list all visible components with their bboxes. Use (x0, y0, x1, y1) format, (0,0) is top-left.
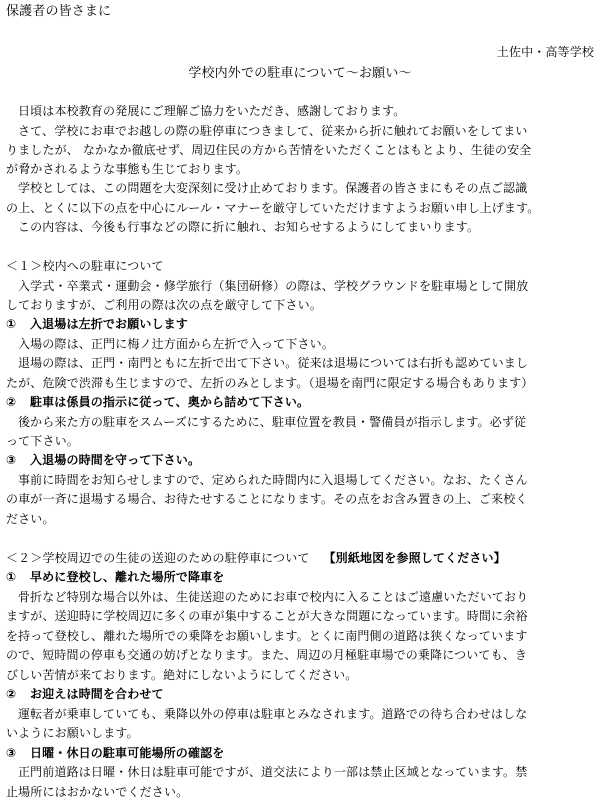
item-heading (6, 452, 594, 468)
section-heading: ＜１＞校内への駐車について (6, 259, 164, 273)
item-heading (6, 745, 594, 761)
item-title: 入退場の時間を守って下さい。 (30, 453, 201, 467)
intro-line: の上、とくに以下の点を中心にルール・マナーを厳守していただけますようお願い申し上げます。 (6, 201, 540, 215)
item-title: 早めに登校し、離れた場所で降車を (30, 570, 225, 584)
intro-line: 日頃は本校教育の発展にご理解ご協力をいただき、感謝しております。 (18, 104, 406, 118)
intro-line: さて、学校にお車でお越しの際の駐停車につきまして、従来から折に触れてお願いをしてまい (18, 124, 528, 138)
intro-line: が脅かされるような事態も生じております。 (6, 162, 249, 176)
item-heading (6, 316, 594, 332)
section-intro-line: 入学式・卒業式・運動会・修学旅行（集団研修）の際は、学校グラウンドを駐車場として開放 (18, 279, 529, 293)
item-line: いようにお願いします。 (6, 726, 139, 740)
addressee: 保護者の皆さまに (6, 4, 112, 19)
item-line: 事前に時間をお知らせしますので、定められた時間内に入退場してください。なお、たくさん (18, 473, 528, 487)
item-line: 退場の際は、正門・南門ともに左折で出て下さい。従来は退場については右折も認めていまし (18, 356, 529, 370)
item-line: ださい。 (6, 512, 55, 526)
item-line: ますが、送迎時に学校周辺に多くの車が集中することが大きな問題になっています。時間に余裕 (6, 609, 528, 623)
item-title: 入退場は左折でお願いします (30, 317, 188, 331)
item-number: ① (6, 317, 17, 331)
item-line: たが、危険で渋滞も生じますので、左折のみとします。（退場を南門に限定する場合もあります） (6, 376, 534, 390)
item-line: を持って登校し、離れた場所での乗降をお願いします。とくに南門側の道路は狭くなっています (6, 629, 528, 643)
intro-line: りましたが、 なかなか徹底せず、周辺住民の方から苦情をいただくことはもとより、生徒の安全 (6, 143, 532, 157)
section-heading (6, 550, 594, 566)
sender: 土佐中・高等学校 (496, 45, 594, 59)
intro-line: この内容は、今後も行事などの際に折に触れ、お知らせするようにしてまいります。 (18, 220, 480, 234)
item-line: 運転者が乗車していても、乗降以外の停車は駐車とみなされます。道路での待ち合わせはしな (18, 707, 528, 721)
item-line: 正門前道路は日曜・休日は駐車可能ですが、道交法により一部は禁止区域となっています。禁 (18, 765, 528, 779)
item-number: ① (6, 570, 17, 584)
document-title: 学校内外での駐車について～お願い～ (188, 66, 412, 81)
item-number: ② (6, 687, 17, 701)
item-line: ので、短時間の停車も交通の妨げとなります。また、周辺の月極駐車場での乗降についても、き (6, 648, 528, 662)
item-number: ② (6, 395, 17, 409)
item-line: って下さい。 (6, 434, 79, 448)
item-number: ③ (6, 746, 17, 760)
section-intro-line: しておりますが、ご利用の際は次の点を厳守して下さい。 (6, 298, 322, 312)
item-line: 骨折など特別な場合以外は、生徒送迎のためにお車で校内に入ることはご遠慮いただいており (18, 590, 529, 604)
item-line: の車が一斉に退場する場合、お待たせすることになります。その点をお含み置きの上、ご来校く (6, 492, 528, 506)
section-heading-text: ＜２＞学校周辺での生徒の送迎のための駐停車について (6, 551, 310, 565)
item-title: 日曜・休日の駐車可能場所の確認を (30, 746, 225, 760)
item-number: ③ (6, 453, 17, 467)
item-heading (6, 686, 594, 702)
item-line: 止場所にはおかないでください。 (6, 785, 189, 799)
map-reference-note: 【別紙地図を参照してください】 (323, 551, 506, 565)
item-line: びしい苦情が来ております。絶対にしないようにしてください。 (6, 668, 358, 682)
item-line: 後から来た方の駐車をスムーズにするために、駐車位置を教員・警備員が指示します。必ず従 (18, 415, 527, 429)
item-line: 入場の際は、正門に梅ノ辻方面から左折で入って下さい。 (18, 337, 334, 351)
intro-line: 学校としては、この問題を大変深刻に受け止めております。保護者の皆さまにもその点ご認識 (18, 181, 528, 195)
item-title: お迎えは時間を合わせて (30, 687, 164, 701)
item-title: 駐車は係員の指示に従って、奥から詰めて下さい。 (30, 395, 310, 409)
item-heading (6, 569, 594, 585)
item-heading (6, 394, 594, 410)
